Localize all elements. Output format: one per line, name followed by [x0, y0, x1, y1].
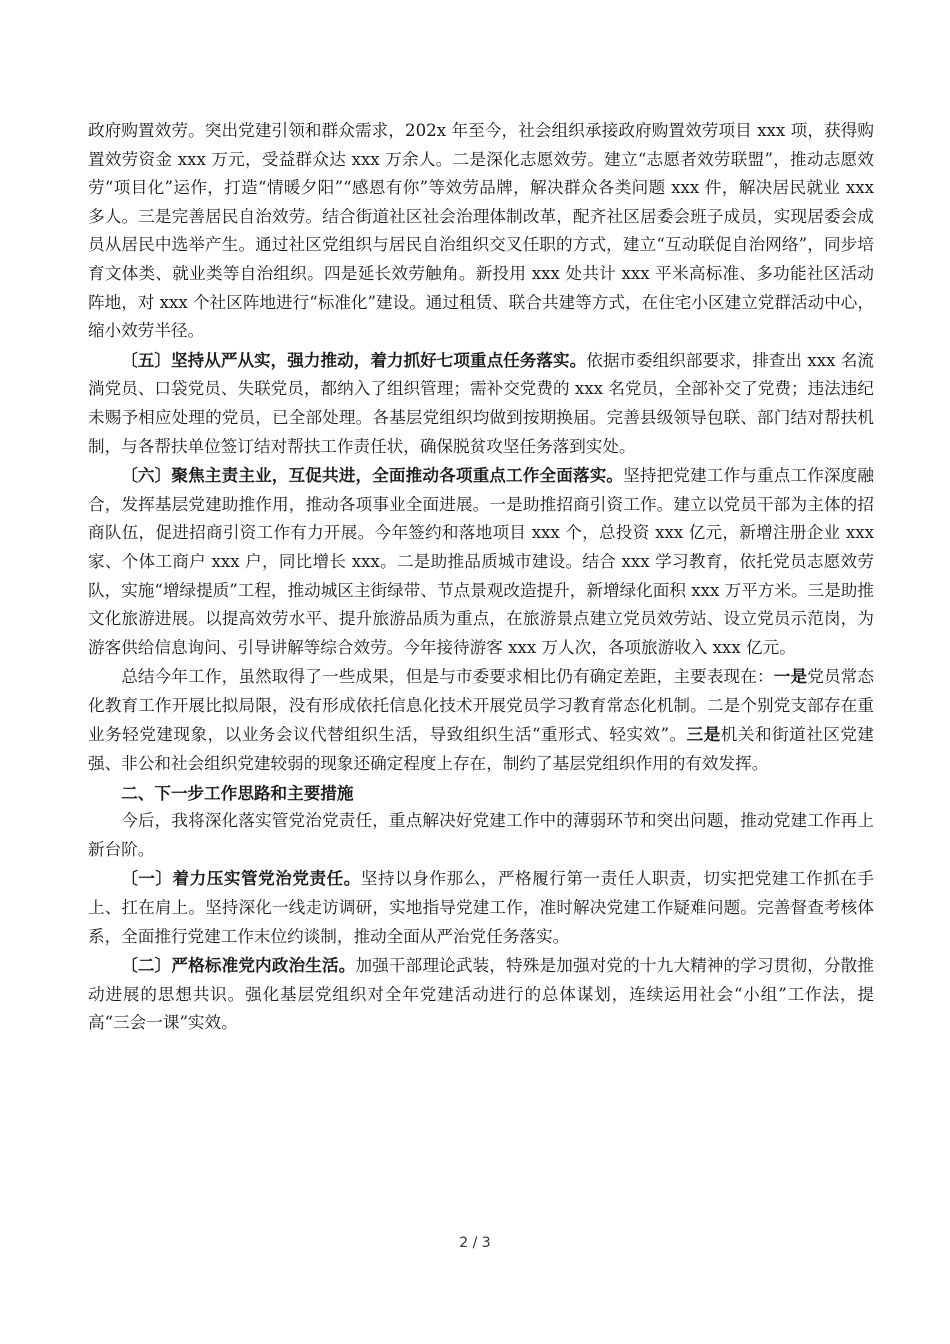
paragraph-text: 坚持以身作那么，严格履行第一责任人职责，切实把党建工作抓在手上、扛在肩上。坚持深化一线走访调研，实地指导党建工作，准时解决党建工作疑难问题。完善督查考核体系，全面推行党建工作末位约谈制，推动全面从严治党任务落实。 [88, 869, 875, 946]
paragraph-text: 政府购置效劳。突出党建引领和群众需求，202x 年至今，社会组织承接政府购置效劳项目 xxx 项，获得购置效劳资金 xxx 万元，受益群众达 xxx 万余人。二是深化志愿效劳。建立“志愿者效劳联盟”，推动志愿效劳“项目化”运作，打造“情暖夕阳”“感恩有你”等效劳品牌，解决群众各类问题 xxx 件，解决居民就业 xxx 多人。三是完善居民自治效劳。结合街道社区社会治理体制改革，配齐社区居委会班子成员，实现居委会成员从居民中选举产生。通过社区党组织与居民自治组织交叉任职的方式，建立“互动联促自治网络”，同步培育文体类、就业类等自治组织。四是延长效劳触角。新投用 xxx 处共计 xxx 平米高标准、多功能社区活动阵地，对 xxx 个社区阵地进行“标准化”建设。通过租赁、联合共建等方式，在住宅小区建立党群活动中心，缩小效劳半径。 [88, 121, 874, 341]
measure-one-heading: 〔一〕着力压实管党治党责任。 [121, 868, 361, 889]
section-six-heading: 〔六〕聚焦主责主业，互促共进，全面推动各项重点工作全面落实。 [121, 465, 624, 486]
summary-first-lead: 一是 [773, 666, 808, 687]
paragraph-measure-two [88, 951, 874, 1038]
section-five-heading: 〔五〕坚持从严从实，强力推动，着力抓好七项重点任务落实。 [121, 349, 587, 370]
paragraph-section-six [88, 461, 874, 662]
document-page [88, 117, 874, 1038]
paragraph-government-services [88, 117, 874, 346]
paragraph-next-steps-intro [88, 807, 874, 864]
paragraph-text: 依据市委组织部要求，排查出 xxx 名流淌党员、口袋党员、失联党员，都纳入了组织管理；需补交党费的 xxx 名党员，全部补交了党费；违法违纪未赐予相应处理的党员，已全部处理。各基层党组织均做到按期换届。完善县级领导包联、部门结对帮扶机制，与各帮扶单位签订结对帮扶工作责任状，确保脱贫攻坚任务落到实处。 [88, 350, 875, 456]
paragraph-text: 今后，我将深化落实管党治党责任，重点解决好党建工作中的薄弱环节和突出问题，推动党建工作再上新台阶。 [88, 811, 874, 859]
section-two-title: 二、下一步工作思路和主要措施 [121, 782, 354, 803]
summary-third-text: 机关和街道社区党建强、非公和社会组织党建较弱的现象还确定程度上存在，制约了基层党组织作用的有效发挥。 [88, 725, 875, 774]
paragraph-section-five [88, 346, 874, 461]
summary-intro: 总结今年工作，虽然取得了一些成果，但是与市委要求相比仍有确定差距，主要表现在： [121, 667, 774, 687]
paragraph-text: 坚持把党建工作与重点工作深度融合，发挥基层党建助推作用，推动各项事业全面进展。一是助推招商引资工作。建立以党员干部为主体的招商队伍，促进招商引资工作有力开展。今年签约和落地项目 xxx 个，总投资 xxx 亿元，新增注册企业 xxx 家、个体工商户 xxx 户，同比增长 xxx。二是助推品质城市建设。结合 xxx 学习教育，依托党员志愿效劳队，实施“增绿提质”工程，推动城区主街绿带、节点景观改造提升，新增绿化面积 xxx 万平方米。三是助推文化旅游进展。以提高效劳水平、提升旅游品质为重点，在旅游景点建立党员效劳站、设立党员示范岗，为游客供给信息询问、引导讲解等综合效劳。今年接待游客 xxx 万人次，各项旅游收入 xxx 亿元。 [88, 466, 875, 657]
paragraph-summary [88, 662, 874, 778]
summary-third-lead: 三是 [686, 724, 721, 745]
measure-two-heading: 〔二〕严格标准党内政治生活。 [121, 955, 356, 976]
paragraph-text: 加强干部理论武装，特殊是加强对党的十九大精神的学习贯彻，分散推动进展的思想共识。强化基层党组织对全年党建活动进行的总体谋划，连续运用社会“小组”工作法，提高“三会一课”实效。 [88, 956, 875, 1033]
paragraph-measure-one [88, 864, 874, 951]
page-number: 2 / 3 [459, 1235, 491, 1251]
summary-first-text: 党员常态化教育工作开展比拟局限，没有形成依托信息化技术开展党员学习教育常态化机制。二是个别党支部存在重业务轻党建现象，以业务会议代替组织生活，导致组织生活“重形式、轻实效”。 [88, 667, 875, 745]
